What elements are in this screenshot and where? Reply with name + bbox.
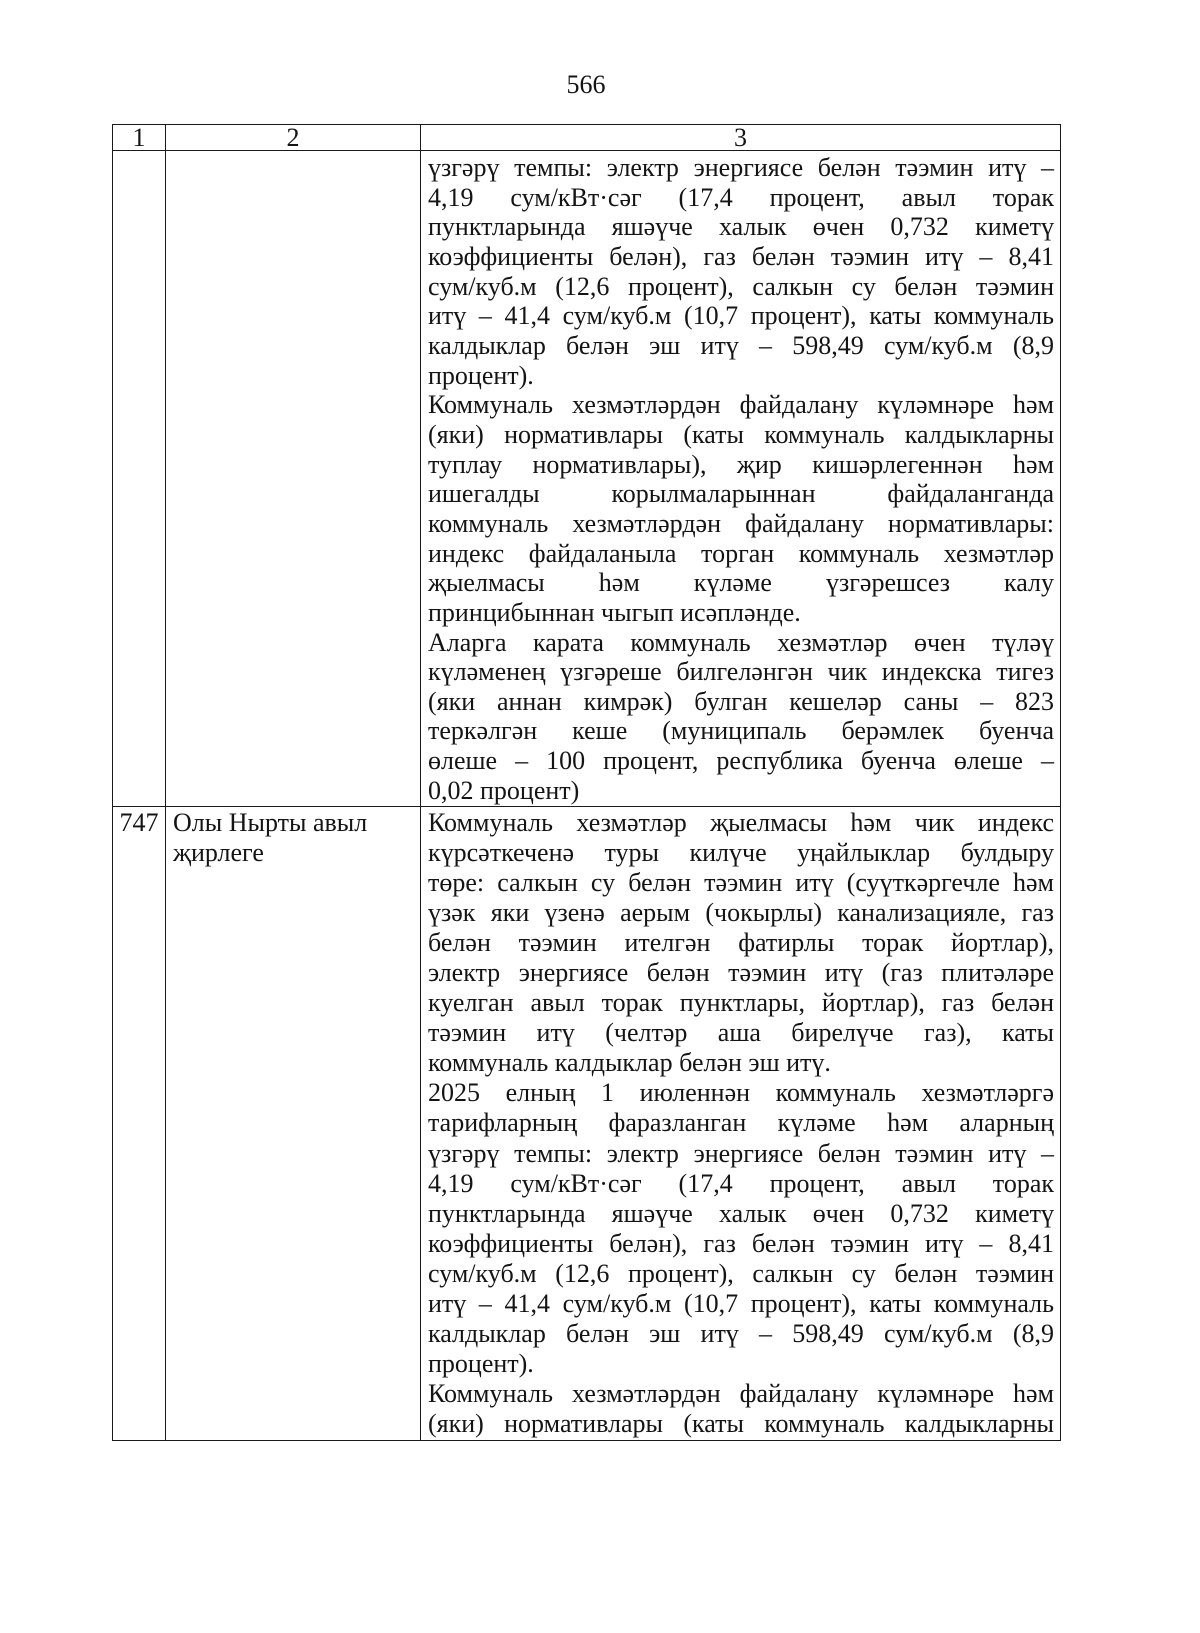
text-line: принцибыннан чыгып исәпләнде. (428, 597, 801, 627)
page-number: 566 (566, 70, 606, 99)
text-line: сум/куб.м (12,6 процент), салкын су белән тәэмин (428, 1258, 1054, 1288)
row-number-cell (113, 151, 166, 807)
text-line: итү – 41,4 сум/куб.м (10,7 процент), каты коммуналь (428, 301, 1054, 331)
text-line: итү – 41,4 сум/куб.м (10,7 процент), каты коммуналь (428, 1288, 1054, 1318)
text-line: Аларга карата коммуналь хезмәтләр өчен түләү (428, 627, 1054, 657)
text-line: куелган авыл торак пунктлары, йортлар), газ белән (428, 988, 1054, 1018)
text-line: тарифларның фаразланган күләме һәм аларның (428, 1108, 1054, 1138)
text-line: калдыклар белән эш итү – 598,49 сум/куб.м (8,9 (428, 1318, 1054, 1348)
settlement-name-cell (166, 807, 421, 1441)
text-line: коммуналь калдыклар белән эш итү. (428, 1048, 831, 1078)
settlement-name-empty (166, 151, 420, 806)
header-label-2: 2 (286, 123, 300, 152)
header-label-1: 1 (132, 123, 146, 152)
header-cell-description (421, 125, 1061, 151)
text-line: Коммуналь хезмәтләрдән файдалану күләмнәре һәм (428, 1378, 1054, 1408)
paragraph (428, 1078, 1054, 1378)
table-header-row (113, 125, 1061, 151)
text-line: 4,19 сум/кВт·сәг (17,4 процент, авыл торак (428, 1168, 1054, 1198)
text-line: күрсәткеченә туры килүче уңайлыклар булдыру (428, 838, 1054, 868)
description-cell (421, 151, 1061, 807)
text-line: Коммуналь хезмәтләр җыелмасы һәм чик индекс (428, 808, 1054, 837)
description-text (421, 807, 1060, 1440)
text-line: 4,19 сум/кВт·сәг (17,4 процент, авыл торак (428, 182, 1054, 212)
text-line: индекс файдаланыла торган коммуналь хезмәтләр (428, 538, 1054, 568)
text-line: калдыклар белән эш итү – 598,49 сум/куб.м (8,9 (428, 330, 1054, 360)
header-label-3: 3 (734, 123, 747, 152)
text-line: төре: салкын су белән тәэмин итү (суүткәргечле һәм (428, 868, 1054, 898)
text-line: коммуналь хезмәтләрдән файдалану нормативлары: (428, 508, 1054, 538)
text-line: коэффициенты белән), газ белән тәэмин итү – 8,41 (428, 1228, 1054, 1258)
text-line: сум/куб.м (12,6 процент), салкын су белән тәэмин (428, 271, 1054, 301)
paragraph (428, 153, 1054, 390)
table-row-continuation (113, 151, 1061, 807)
row-number-cell (113, 807, 166, 1441)
text-line: теркәлгән кеше (муниципаль берәмлек буенча (428, 716, 1054, 746)
text-line: өлеше – 100 процент, республика буенча өлеше – (428, 746, 1054, 776)
text-line: пунктларында яшәүче халык өчен 0,732 киметү (428, 1198, 1054, 1228)
text-line: процент). (428, 360, 534, 390)
document-table (112, 124, 1061, 1441)
text-line: күләменең үзгәреше билгеләнгән чик индекска тигез (428, 657, 1054, 687)
paragraph-continued (428, 1379, 1054, 1439)
description-text (421, 151, 1060, 806)
text-line: (яки аннан кимрәк) булган кешеләр саны – 823 (428, 686, 1054, 716)
text-line: 2025 елның 1 июленнән коммуналь хезмәтләргә (428, 1078, 1054, 1108)
text-line: тәэмин итү (челтәр аша бирелүче газ), каты (428, 1018, 1054, 1048)
header-cell-number (113, 125, 166, 151)
text-line: пунктларында яшәүче халык өчен 0,732 киметү (428, 212, 1054, 242)
paragraph (428, 628, 1054, 806)
text-line: процент). (428, 1348, 534, 1378)
text-line: җыелмасы һәм күләме үзгәрешсез калу (428, 568, 1054, 598)
text-line: туплау нормативлары), җир кишәрлегеннән һәм (428, 449, 1054, 479)
text-line: үзгәрү темпы: электр энергиясе белән тәэмин итү – (428, 153, 1054, 182)
paragraph (428, 808, 1054, 1078)
text-line: (яки) нормативлары (каты коммуналь калдыкларны (428, 1408, 1054, 1438)
settlement-name-cell (166, 151, 421, 807)
text-line: электр энергиясе белән тәэмин итү (газ плитәләре (428, 958, 1054, 988)
row-number-empty (113, 151, 165, 806)
text-line: ишегалды корылмаларыннан файдаланганда (428, 479, 1054, 509)
header-cell-settlement (166, 125, 421, 151)
text-line: белән тәэмин ителгән фатирлы торак йортлар), (428, 928, 1054, 958)
paragraph (428, 390, 1054, 627)
settlement-name: Олы Нырты авыл җирлеге (173, 808, 368, 868)
text-line: 0,02 процент) (428, 775, 580, 805)
text-line: үзәк яки үзенә аерым (чокырлы) канализацияле, газ (428, 898, 1054, 928)
text-line: коэффициенты белән), газ белән тәэмин итү – 8,41 (428, 241, 1054, 271)
description-cell (421, 807, 1061, 1441)
text-line: үзгәрү темпы: электр энергиясе белән тәэмин итү – (428, 1138, 1054, 1168)
table-row-747 (113, 807, 1061, 1441)
text-line: (яки) нормативлары (каты коммуналь калдыкларны (428, 419, 1054, 449)
text-line: Коммуналь хезмәтләрдән файдалану күләмнәре һәм (428, 390, 1054, 420)
row-number: 747 (119, 808, 159, 837)
